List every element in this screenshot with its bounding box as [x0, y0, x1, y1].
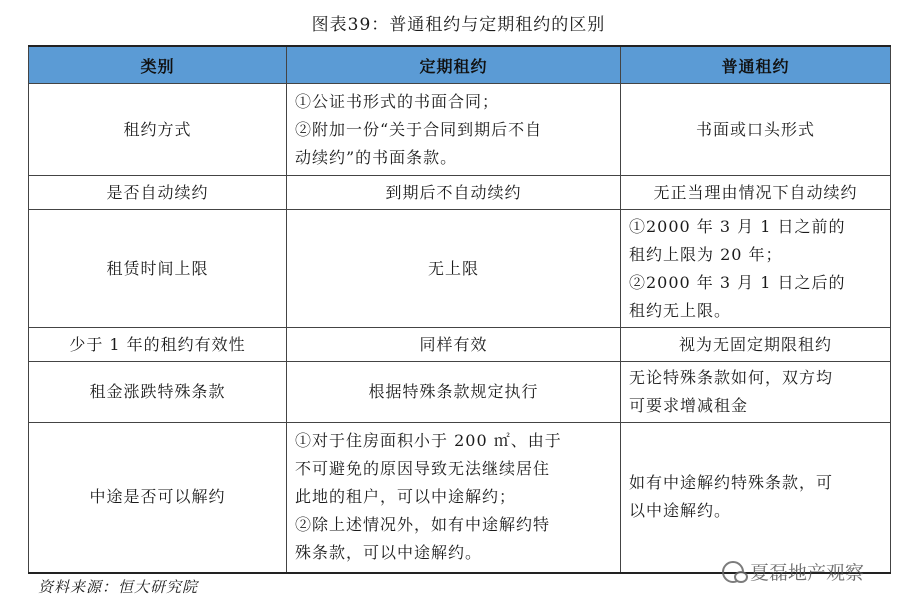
cell-line: 到期后不自动续约	[385, 182, 522, 202]
table-row	[29, 362, 891, 423]
cell-line: 视为无固定期限租约	[678, 334, 832, 354]
cell-line: ①公证书形式的书面合同；	[295, 91, 500, 111]
cell-line: ②附加一份“关于合同到期后不自	[295, 119, 543, 139]
table-header-row	[29, 46, 891, 84]
table-row	[29, 176, 891, 210]
row-fixed-term	[287, 328, 621, 362]
row-category: 少于 1 年的租约有效性	[29, 328, 287, 362]
row-ordinary	[621, 176, 891, 210]
row-fixed-term	[287, 210, 621, 328]
wechat-icon	[722, 561, 744, 583]
cell-line: 不可避免的原因导致无法继续居住	[295, 459, 551, 479]
row-ordinary	[621, 362, 891, 423]
cell-line: 此地的租户，可以中途解约；	[295, 487, 517, 507]
row-ordinary	[621, 84, 891, 176]
cell-line: 同样有效	[419, 334, 488, 354]
row-category: 租约方式	[29, 84, 287, 176]
cell-line: 无正当理由情况下自动续约	[653, 182, 858, 202]
header-ordinary: 普通租约	[621, 46, 891, 84]
cell-line: 无上限	[427, 258, 479, 278]
row-ordinary	[621, 328, 891, 362]
row-fixed-term	[287, 84, 621, 176]
row-ordinary	[621, 210, 891, 328]
cell-line: 无论特殊条款如何，双方均	[629, 368, 834, 387]
cell-line: 以中途解约。	[629, 501, 732, 521]
cell-line: 根据特殊条款规定执行	[368, 382, 539, 401]
table-row	[29, 328, 891, 362]
cell-line: 可要求增减租金	[629, 396, 749, 415]
table-row	[29, 84, 891, 176]
comparison-table-container	[28, 45, 890, 574]
figure-title: 图表39：普通租约与定期租约的区别	[311, 15, 606, 35]
cell-line: ②除上述情况外，如有中途解约特	[295, 515, 551, 535]
cell-line: ①2000 年 3 月 1 日之前的	[629, 216, 846, 236]
header-fixed-term: 定期租约	[287, 46, 621, 84]
row-fixed-term	[287, 362, 621, 423]
watermark-text: 夏磊地产观察	[750, 562, 865, 584]
row-fixed-term	[287, 176, 621, 210]
cell-line: 动续约”的书面条款。	[295, 147, 458, 167]
cell-line: 租约上限为 20 年；	[629, 244, 783, 264]
cell-line: ②2000 年 3 月 1 日之后的	[629, 272, 846, 292]
table-row	[29, 210, 891, 328]
cell-line: 殊条款，可以中途解约。	[295, 543, 483, 563]
header-category: 类别	[29, 46, 287, 84]
cell-line: 租约无上限。	[629, 300, 732, 320]
row-ordinary	[621, 423, 891, 573]
cell-line: 如有中途解约特殊条款，可	[629, 473, 834, 493]
comparison-table	[28, 45, 891, 574]
row-fixed-term	[287, 423, 621, 573]
row-category: 是否自动续约	[29, 176, 287, 210]
row-category: 租金涨跌特殊条款	[29, 362, 287, 423]
cell-line: ①对于住房面积小于 200 ㎡、由于	[295, 431, 562, 451]
row-category: 中途是否可以解约	[29, 423, 287, 573]
table-body	[29, 84, 891, 573]
cell-line: 书面或口头形式	[695, 119, 815, 139]
row-category: 租赁时间上限	[29, 210, 287, 328]
source-note: 资料来源：恒大研究院	[38, 578, 199, 596]
watermark	[722, 558, 864, 585]
table-row	[29, 423, 891, 573]
